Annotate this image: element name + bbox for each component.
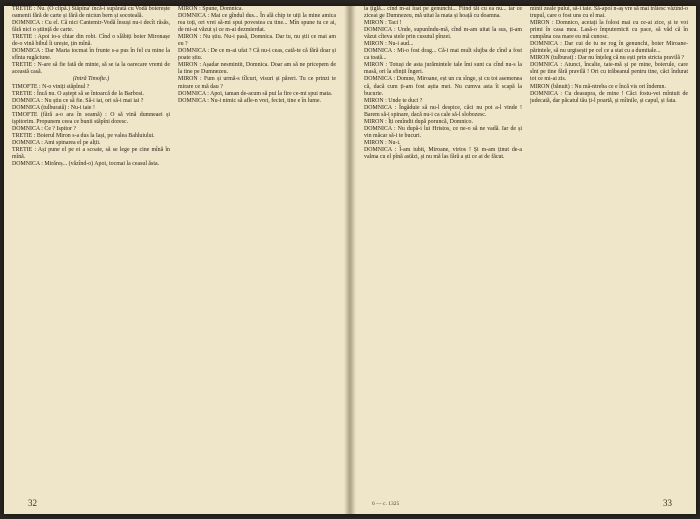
dialogue-paragraph: MIRON : Taci ! (364, 20, 402, 27)
dialogue-paragraph: MIRON : Spune, Domnica. (178, 6, 243, 12)
dialogue-paragraph: DOMNICA : Nu după-i lui Hristos, ce ne-o să ne vadă. Iar de și vin măcar să-i te bucuri. (364, 125, 522, 139)
dialogue-paragraph: DOMNICA : De ce m-ai ufat ? Că nu-i ceas, cată-te că fără doar și poate știu. (178, 48, 336, 62)
dialogue-paragraph: TRETIE : Nu. (O clipă.) Stăpîna' încă-i supărată cu Vodă boierește oamenii fără de carte și fără de niciun bern și socoteală. (12, 6, 170, 20)
dialogue-paragraph: DOMNICA : Cu deasupra, de mine ! Căci fostu-vei mîntuit de judecată, dar păcatul tău ți-l poartă, și mîinile, și capul, și fata. (530, 90, 688, 104)
dialogue-paragraph: MIRON : Nu-i aud... (364, 41, 414, 48)
dialogue-paragraph: MIRON : Totuși de asta jurămintele tale îmi sunt ca cînd nu-s la masă, ori la sfinții îngeri. (364, 62, 522, 76)
dialogue-paragraph: DOMNICA : Mi-o fost drag... Că-i mai mult slujba de cînd a fost ca toată... (364, 48, 522, 62)
dialogue-paragraph: MIRON (tulburat) : Dar nu înțeleg că nu ești prin stricta pravilă ? (530, 55, 685, 62)
dialogue-paragraph: la țiglă... cînd m-ai luat pe genunchi... Fiind tăt cu ea nu... iar ce ziceai ge Dumnezeu, mă uitai la mata și hoață cu doamna. (364, 6, 522, 20)
dialogue-paragraph: DOMNICA : Atunci, încalte, taie-mă și pe mine, boierule, care sînt pe tine fără pravilă ! Ori cu trăbeanul pentru tine, căci îndurat tot ce mi-ai zis. (530, 62, 688, 83)
dialogue-paragraph: MIRON : Nu-i. (364, 139, 401, 146)
dialogue-paragraph: TRETIE : N-are să fie fată de minte, să se ia la oarecare vremi de această casă. (12, 62, 170, 76)
dialogue-paragraph: MIRON : Așadar nesmintit, Domnica. Doar am să ne pricepem de la tine pe Dumnezeu. (178, 62, 336, 76)
dialogue-paragraph: DOMNICA : Î-am iubit, Miroane, virtos ! Și m-am ținut de-a valma cu el pînă astăzi, și nu mă las fără a ști ce ai de făcut. (364, 146, 522, 160)
dialogue-paragraph: TRETIE : Încă nu. O aștept să se întoarcă de la Barbosi. (12, 90, 145, 97)
dialogue-paragraph: DOMNICA : Nu știu ce să fie. Să-i iai, ori să-i mai iai ? (12, 97, 144, 104)
dialogue-paragraph: DOMNICA : Ce ? Ispitor ? (12, 125, 76, 132)
right-page-number: 33 (663, 498, 672, 508)
dialogue-paragraph: DOMNICA : Nu-i nimic să afle-n vrei, feciei, tine e în lume. (178, 97, 321, 104)
dialogue-paragraph: DOMNICA : Mai ce gîndul dus... În ală chip te uiți la mine amica rea toți, ori vrei să-mi spui povestea cu tine... Mîn spune tu ce ai, de mi-ai văzut și ce m-ai dezmierdat. (178, 13, 336, 34)
dialogue-paragraph: mînii zeale pului, să-i taie. Să-apoi n-aș vre să mai trăiesc văzînd-o trupul, care o fost uns cu el mai. (530, 6, 688, 20)
dialogue-paragraph: DOMNICA (tulburată) : Nu-i taie ! (12, 104, 95, 111)
dialogue-paragraph: DOMNICA : Ami spinarea el pe alții. (12, 139, 101, 146)
dialogue-paragraph: TRETIE : Apoi io-s chiar din robi. Cînd o slăbiți boier Mironașe de-o vină bibul îi urește, țin mînă. (12, 34, 170, 48)
dialogue-paragraph: TIMOFTE : N-o viniți stăpînul ? (12, 83, 90, 90)
dialogue-paragraph: DOMNICA : Domne, Miroane, eșt un cu sînge, și cu tot asemenea că, dacă cum ți-am fost aștia mei. Nu cumva asta îi scapă la bucurie. (364, 76, 522, 97)
dialogue-paragraph: DOMNICA : Dar cui de tu ne rog în genunchi, boier Miroane-părintele, să nu urgisești pe cel ce a stat cu a dumitale... (530, 41, 688, 55)
dialogue-paragraph: TRETIE : Ași pune el pe ei a scoate, să se lege pe cine mînă în mînă. (12, 146, 170, 160)
dialogue-paragraph: MIRON : Fum și urmă-s tîlcuri, visuri și păreri. Tu ce prinzi te mirare ce mă dau ? (178, 76, 336, 90)
book-gutter (344, 6, 356, 514)
right-page-column-2 (530, 6, 688, 488)
dialogue-paragraph: MIRON : Nu știu. Nu-i pasă, Domnica. Dar tu, nu știi ce mai am eu ? (178, 34, 336, 48)
left-page-column-1 (12, 6, 170, 488)
dialogue-paragraph: TRETIE : Boierul Miron s-a dus la Iași, pe valea Bahluiului. (12, 132, 155, 139)
dialogue-paragraph: DOMNICA : Dar Maria tocmai în frunte s-a pus în fel cu mine la sfînta rugăciune. (12, 48, 170, 62)
printer-signature: 6 — c. 1325 (372, 501, 400, 507)
dialogue-paragraph: DOMNICA : Mirăreș... (văzînd-o) Apoi, tocmai la ceasul ăsta. (12, 161, 160, 168)
dialogue-paragraph: (Intră Timofte.) (72, 76, 110, 83)
dialogue-paragraph: DOMNICA : Îngăduie să nu-l despice, căci nu pot a-l vinde ! Barem să-i spinare, dacă nu-i ca cale să-l slobozesc. (364, 104, 522, 118)
dialogue-paragraph: MIRON : Unde te duci ? (364, 97, 423, 104)
right-page-column-1 (364, 6, 522, 488)
dialogue-paragraph: DOMNICA : Apoi, taman de-acum să pui la fire ce-mi spui mata. (178, 90, 333, 97)
book-spread (4, 6, 696, 514)
dialogue-paragraph: DOMNICA : Unde, supunîndu-mă, cînd m-am uitat la sus, ți-am văzut cîteva stele prin cusutul pînzei. (364, 27, 522, 41)
left-page-number: 32 (28, 498, 37, 508)
left-page-column-2 (178, 6, 336, 488)
dialogue-paragraph: DOMNICA : Cu el. Că nici Cantemir-Vodă însuși nu-i decît răsăs, fără nici o știință de carte. (12, 20, 170, 34)
dialogue-paragraph: TIMOFTE (fără a-o ara în seamă) : O să vină dumneaei și ișpitorim. Propunem ceea ce bunii stăpîni doresc. (12, 111, 170, 125)
dialogue-paragraph: MIRON : Îți omîndit după poruncă, Domnico. (364, 118, 473, 125)
dialogue-paragraph: MIRON : Domnico, aceiați la folosi mai cu ce-ai zice, și te voi primi în casa mea. Lasă-o împuternicit cu pace, să văd că în cumpăna cea mare eu mă cunosc. (530, 20, 688, 41)
dialogue-paragraph: MIRON (bănuit) : Nu mă-ntreba ce e încă vis ori îndemn. (530, 83, 666, 90)
